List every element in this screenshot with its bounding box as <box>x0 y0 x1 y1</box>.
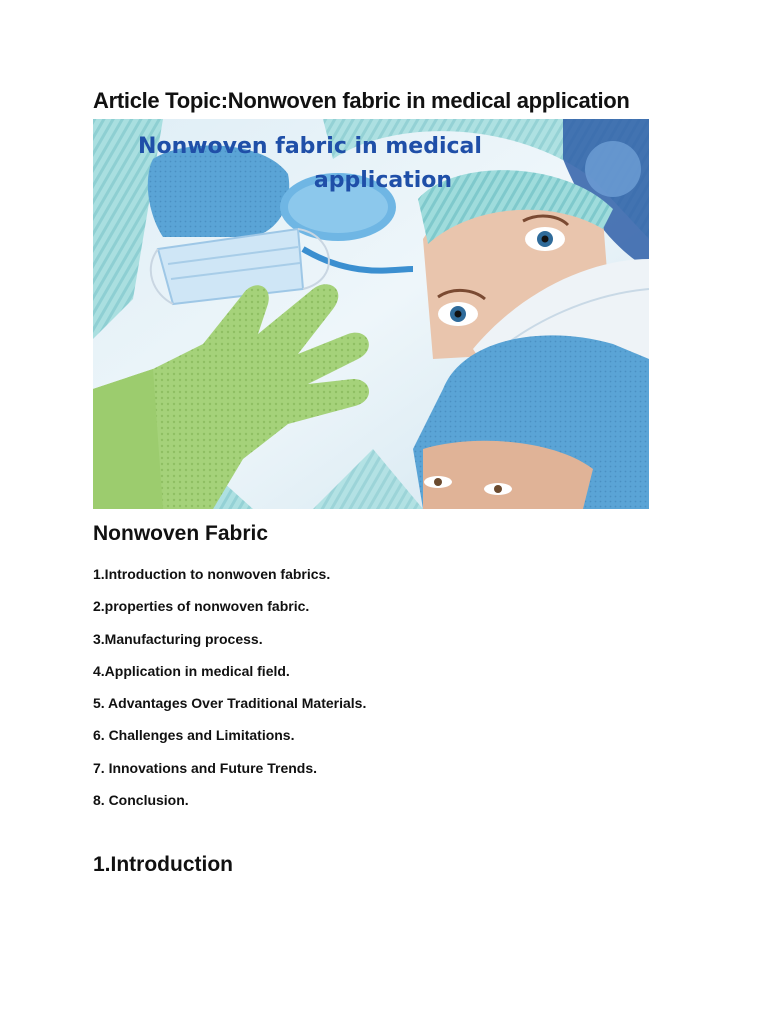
article-title: Article Topic:Nonwoven fabric in medical application <box>93 88 630 113</box>
toc-item: 4.Application in medical field. <box>93 662 290 679</box>
hero-image <box>93 119 649 509</box>
section-title: Nonwoven Fabric <box>93 522 269 545</box>
toc-item: 6. Challenges and Limitations. <box>93 727 295 744</box>
toc-item: 2.properties of nonwoven fabric. <box>93 598 310 615</box>
hero-caption-line1: Nonwoven fabric in medical <box>138 134 482 159</box>
hero-caption-line2: application <box>313 168 453 193</box>
toc-item: 5. Advantages Over Traditional Materials. <box>93 695 367 712</box>
toc-item: 3.Manufacturing process. <box>93 630 263 647</box>
table-of-contents <box>93 562 366 820</box>
hero-illustration <box>93 119 649 509</box>
toc-item: 7. Innovations and Future Trends. <box>93 759 318 776</box>
toc-item: 8. Conclusion. <box>93 792 189 809</box>
introduction-heading: 1.Introduction <box>93 853 233 876</box>
toc-item: 1.Introduction to nonwoven fabrics. <box>93 566 331 582</box>
surgical-cap-icon <box>148 145 289 237</box>
